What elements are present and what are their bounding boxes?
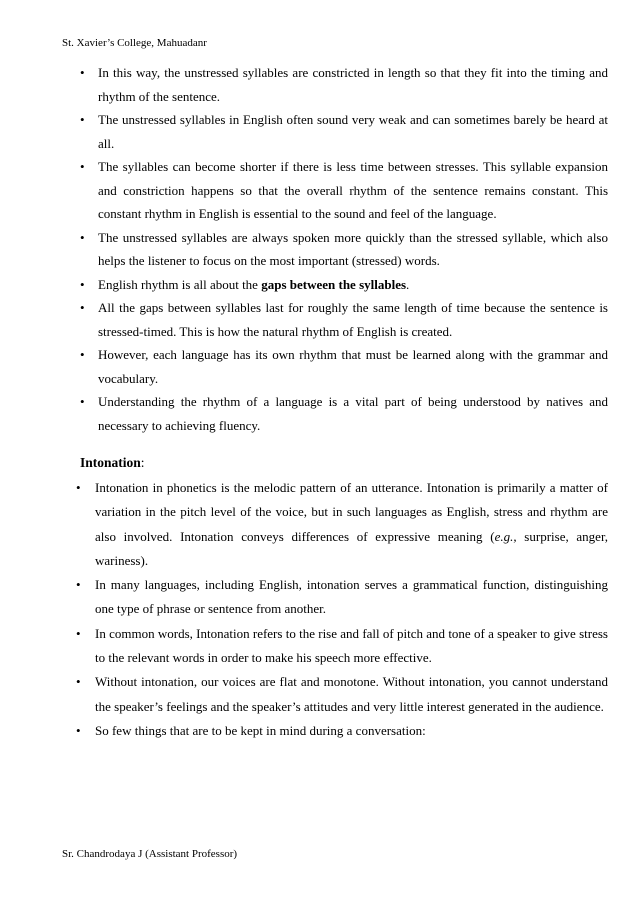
list-item	[0, 226, 608, 273]
bullet-icon: •	[80, 347, 85, 362]
list-item	[0, 719, 608, 743]
bullet-icon: •	[80, 112, 85, 127]
intonation-heading-colon: :	[140, 455, 145, 470]
list-item	[0, 622, 608, 671]
emphasis-italic: e.g.,	[494, 528, 517, 544]
bullet-icon: •	[80, 300, 85, 315]
list-item	[0, 296, 608, 343]
bullet-icon: •	[80, 65, 85, 80]
intonation-heading	[80, 451, 145, 475]
list-item	[0, 273, 608, 297]
list-item-text: So few things that are to be kept in mind during a conversation:	[95, 722, 426, 738]
list-item-text: Intonation in phonetics is the melodic pattern of an utterance. Intonation is primarily a matter of variation in the pitch level of the voice, but in such languages as English, stress and rhythm are also involved. Intonation conveys differences of expressive meaning (	[95, 480, 608, 544]
list-item	[0, 108, 608, 155]
bullet-icon: •	[76, 625, 81, 641]
rhythm-bullet-list	[0, 61, 638, 437]
page-footer: Sr. Chandrodaya J (Assistant Professor)	[62, 848, 238, 860]
list-item-text: The unstressed syllables in English often sound very weak and can sometimes barely be heard at all.	[98, 112, 608, 151]
list-item	[0, 390, 608, 437]
bullet-icon: •	[80, 159, 85, 174]
list-item	[0, 343, 608, 390]
intonation-heading-text: Intonation	[80, 455, 141, 470]
list-item-text-end: surprise, anger, wariness).	[95, 528, 609, 568]
list-item	[0, 670, 608, 719]
bullet-icon: •	[76, 722, 81, 738]
list-item-text: All the gaps between syllables last for roughly the same length of time because the sentence is stressed-timed. This is how the natural rhythm of English is created.	[98, 300, 608, 339]
bullet-icon: •	[76, 480, 81, 495]
bullet-icon: •	[76, 577, 81, 593]
list-item	[0, 573, 608, 622]
list-item	[0, 476, 608, 573]
bullet-icon: •	[80, 229, 85, 245]
list-item-text: The unstressed syllables are always spoken more quickly than the stressed syllable, which also helps the listener to focus on the most important (stressed) words.	[98, 229, 608, 268]
list-item-text: The syllables can become shorter if there is less time between stresses. This syllable expansion and constriction happens so that the overall rhythm of the sentence remains constant. This constant rhythm in English is essential to the sound and feel of the language.	[98, 159, 608, 221]
page-header: St. Xavier’s College, Mahuadanr	[62, 37, 207, 49]
list-item	[0, 61, 608, 108]
list-item-text: In common words, Intonation refers to the rise and fall of pitch and tone of a speaker to give stress to the relevant words in order to make his speech more effective.	[95, 625, 608, 666]
emphasis-bold: gaps between the syllables	[261, 276, 407, 292]
list-item	[0, 155, 608, 226]
list-item-text: In many languages, including English, intonation serves a grammatical function, distinguishing one type of phrase or sentence from another.	[95, 577, 608, 617]
list-item-text: In this way, the unstressed syllables are constricted in length so that they fit into the timing and rhythm of the sentence.	[98, 65, 608, 104]
intonation-bullet-list	[0, 476, 638, 743]
list-item-text: English rhythm is all about the	[98, 276, 262, 292]
bullet-icon: •	[80, 276, 85, 292]
list-item-text: However, each language has its own rhythm that must be learned along with the grammar and vocabulary.	[98, 347, 608, 386]
bullet-icon: •	[76, 674, 81, 690]
bullet-icon: •	[80, 394, 85, 409]
list-item-text-end: .	[406, 276, 410, 292]
list-item-text: Without intonation, our voices are flat and monotone. Without intonation, you cannot understand the speaker’s feelings and the speaker’s attitudes and very little interest generated in the audience.	[95, 674, 608, 714]
list-item-text: Understanding the rhythm of a language is a vital part of being understood by natives and necessary to achieving fluency.	[98, 394, 608, 433]
